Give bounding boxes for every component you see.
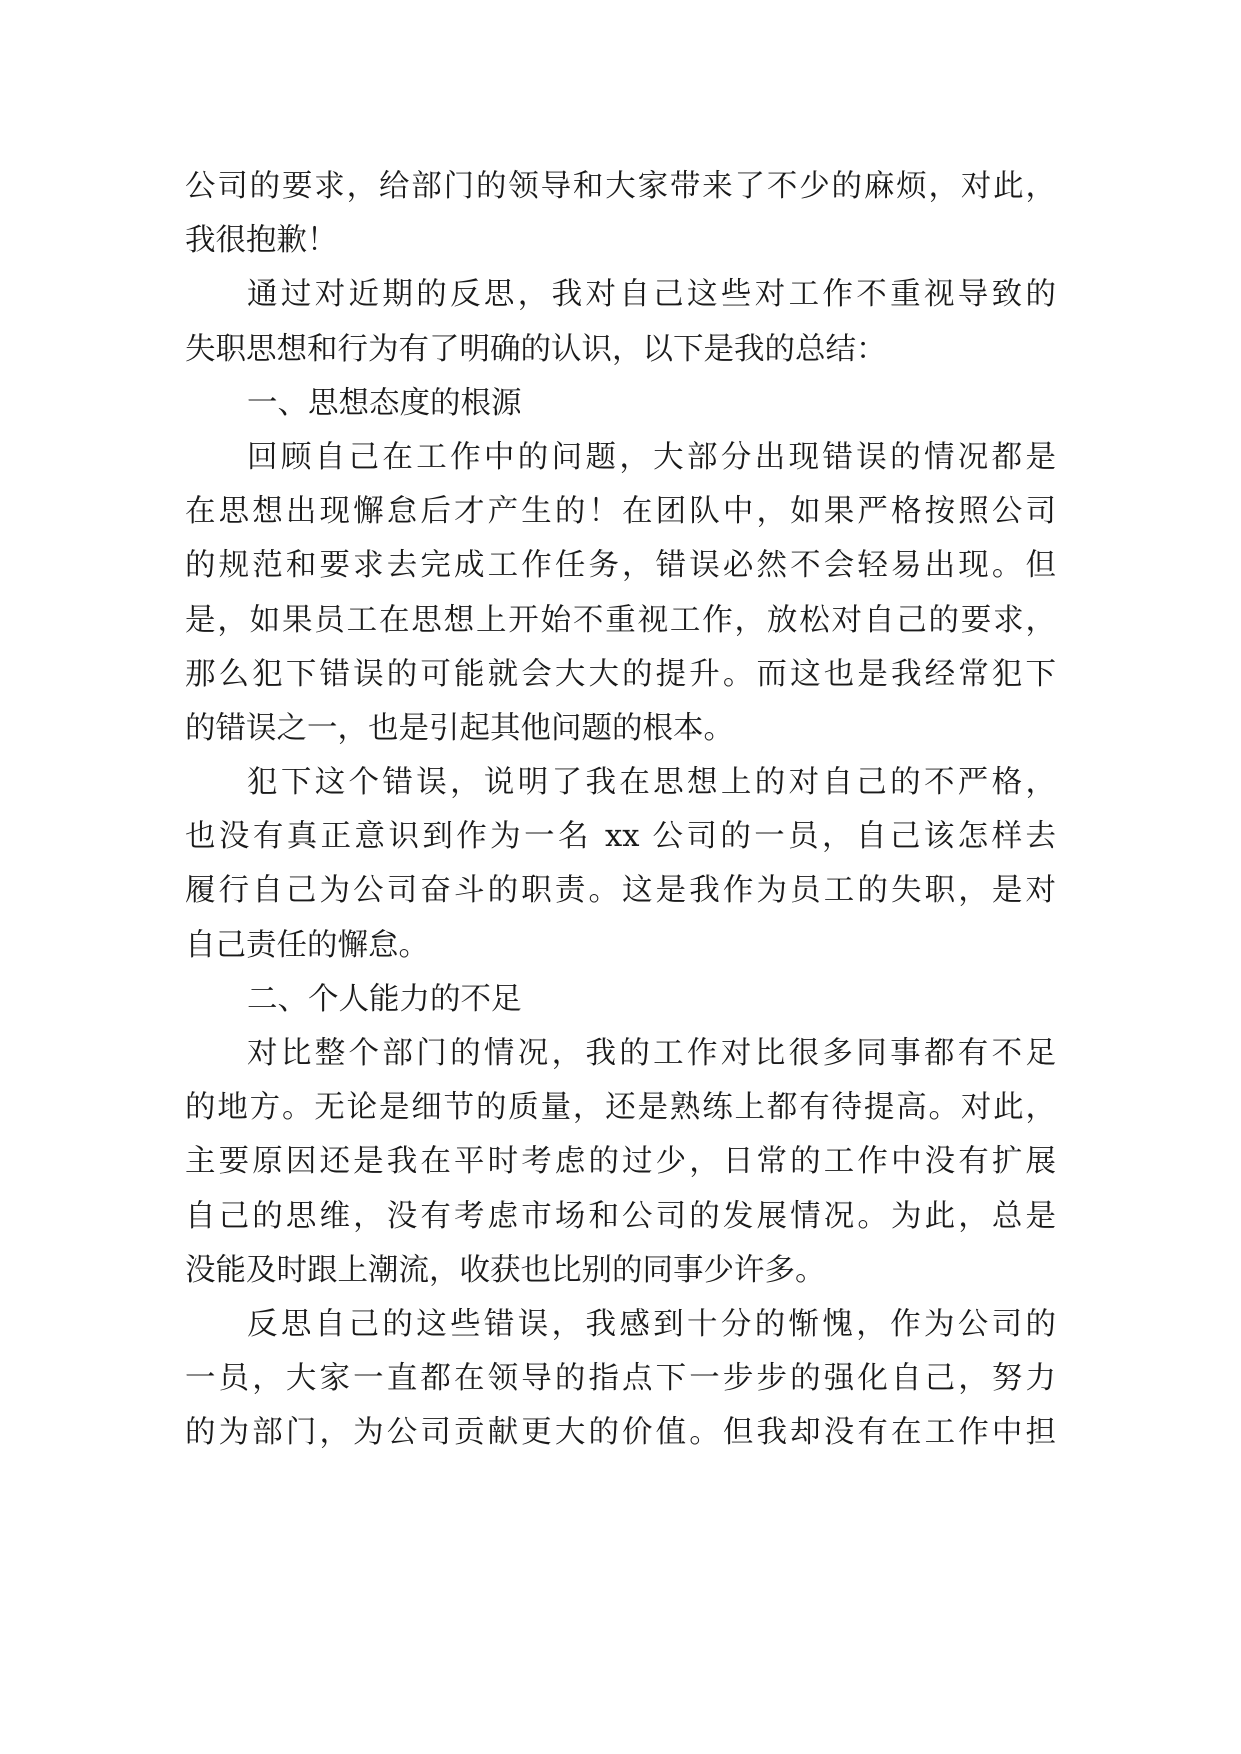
text-line: 犯下这个错误，说明了我在思想上的对自己的不严格， [247, 765, 1056, 801]
text-line: 的规范和要求去完成工作任务，错误必然不会轻易出现。但 [185, 548, 1056, 584]
text-line: 公司的要求，给部门的领导和大家带来了不少的麻烦，对此， [185, 169, 1056, 204]
text-line: 履行自己为公司奋斗的职责。这是我作为员工的失职，是对 [185, 873, 1056, 909]
paragraph [185, 1298, 1056, 1461]
text-line: 是，如果员工在思想上开始不重视工作，放松对自己的要求， [185, 602, 1056, 638]
text-line: 反思自己的这些错误，我感到十分的惭愧，作为公司的 [247, 1306, 1056, 1342]
text-line: 回顾自己在工作中的问题，大部分出现错误的情况都是 [247, 439, 1056, 475]
paragraph [185, 1027, 1056, 1298]
document-page [185, 160, 1056, 1461]
paragraph [185, 160, 1056, 268]
text-line: 那么犯下错误的可能就会大大的提升。而这也是我经常犯下 [185, 656, 1056, 692]
paragraph [185, 756, 1056, 973]
paragraph [185, 431, 1056, 756]
section-heading [185, 973, 1056, 1027]
heading-line: 一、思想态度的根源 [247, 385, 522, 421]
text-line: 一员，大家一直都在领导的指点下一步步的强化自己，努力 [185, 1361, 1056, 1397]
text-line: 我很抱歉！ [185, 223, 338, 259]
paragraph [185, 268, 1056, 376]
text-line: 的地方。无论是细节的质量，还是熟练上都有待提高。对此， [185, 1090, 1056, 1126]
text-line: 通过对近期的反思，我对自己这些对工作不重视导致的 [247, 277, 1056, 313]
text-line: 的错误之一，也是引起其他问题的根本。 [185, 710, 734, 746]
text-line: 也没有真正意识到作为一名 xx 公司的一员，自己该怎样去 [185, 819, 1056, 855]
text-line: 自己的思维，没有考虑市场和公司的发展情况。为此，总是 [185, 1198, 1056, 1234]
text-line: 的为部门，为公司贡献更大的价值。但我却没有在工作中担 [185, 1415, 1056, 1451]
text-line: 没能及时跟上潮流，收获也比别的同事少许多。 [185, 1252, 826, 1288]
text-line: 失职思想和行为有了明确的认识，以下是我的总结： [185, 331, 887, 367]
text-line: 在思想出现懈怠后才产生的！在团队中，如果严格按照公司 [185, 494, 1056, 530]
text-line: 自己责任的懈怠。 [185, 927, 429, 963]
heading-line: 二、个人能力的不足 [247, 981, 522, 1017]
text-line: 主要原因还是我在平时考虑的过少，日常的工作中没有扩展 [185, 1144, 1056, 1180]
section-heading [185, 377, 1056, 431]
text-line: 对比整个部门的情况，我的工作对比很多同事都有不足 [247, 1036, 1056, 1071]
